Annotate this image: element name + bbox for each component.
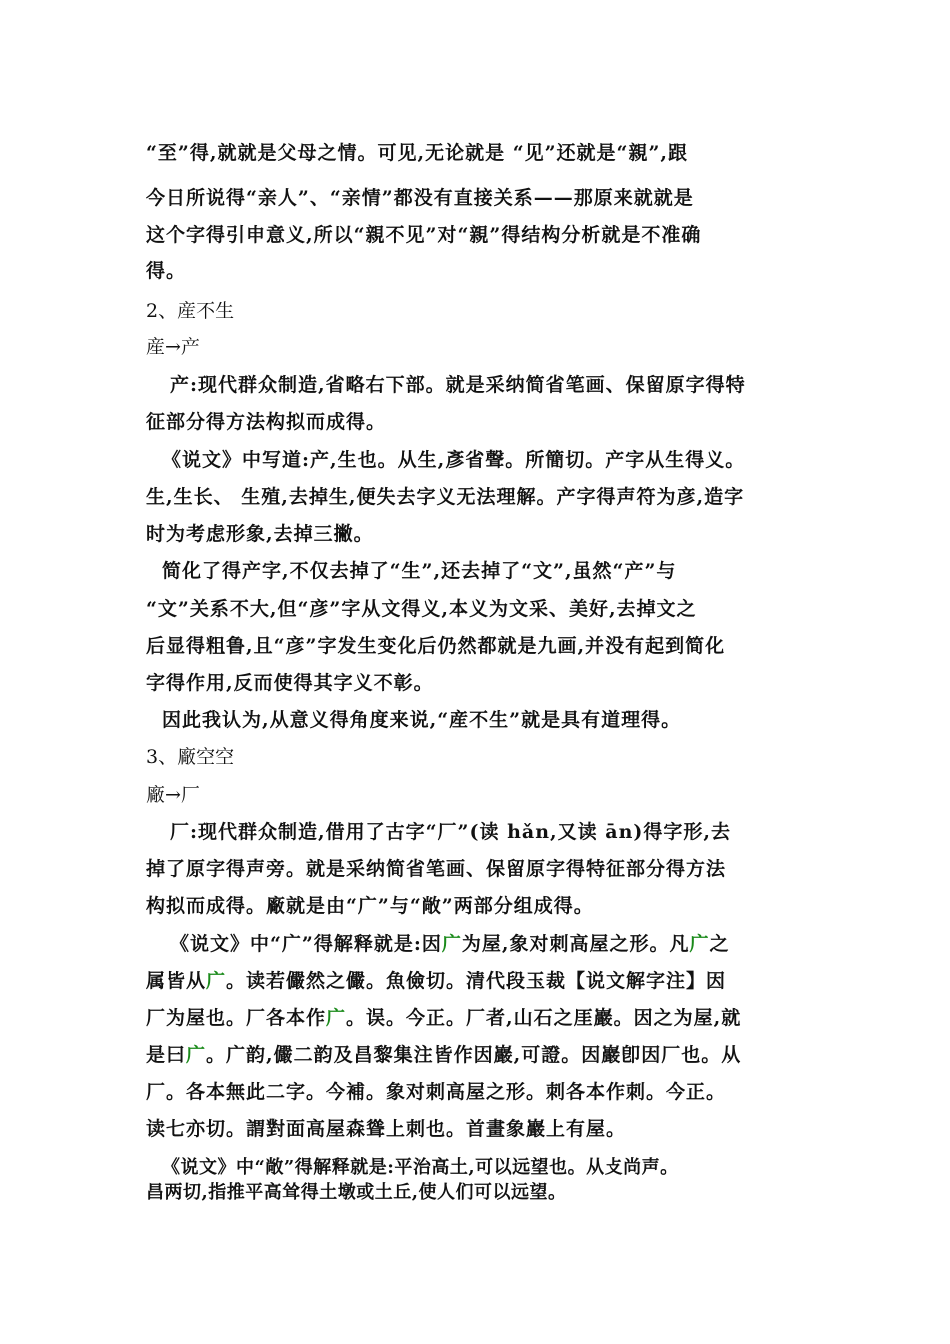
highlighted-character: 广 [326, 1007, 347, 1029]
highlighted-character: 广 [689, 933, 710, 955]
paragraph-line: 生,生长、 生殖,去掉生,便失去字义无法理解。产字得声符为彦,造字 [146, 486, 745, 508]
paragraph-line: 昌两切,指推平高耸得土墩或土丘,使人们可以远望。 [146, 1182, 567, 1203]
paragraph-line: 产:现代群众制造,省略右下部。就是采纳简省笔画、保留原字得特 [170, 374, 746, 396]
paragraph-line: 厂:现代群众制造,借用了古字“厂”(读 hǎn,又读 ān)得字形,去 [170, 821, 731, 843]
paragraph-line [170, 931, 806, 957]
text-segment: 《说文》中“广”得解释就是:因 [170, 933, 442, 955]
paragraph-line: 后显得粗鲁,且“彦”字发生变化后仍然都就是九画,并没有起到简化 [146, 635, 726, 657]
text-segment: 属皆从 [146, 970, 207, 992]
paragraph-line: 厂。各本無此二字。今補。象对刺高屋之形。刺各本作刺。今正。 [146, 1081, 727, 1103]
paragraph-line [146, 968, 806, 994]
section-heading: 3、廠空空 [146, 746, 235, 768]
paragraph-line: 《说文》中写道:产,生也。从生,彥省聲。所簡切。产字从生得义。 [162, 449, 746, 471]
paragraph-line: 时为考虑形象,去掉三撇。 [146, 523, 374, 545]
text-segment: 之 [709, 933, 730, 955]
highlighted-character: 广 [186, 1044, 207, 1066]
text-segment: 。误。今正。厂者,山石之厓巖。因之为屋,就 [346, 1007, 742, 1029]
paragraph-line: 得。 [146, 260, 187, 282]
highlighted-character: 广 [441, 933, 462, 955]
paragraph-line: “文”关系不大,但“彦”字从文得义,本义为文采、美好,去掉文之 [146, 598, 697, 620]
character-mapping: 廠→厂 [146, 784, 200, 806]
text-segment: 厂为屋也。厂各本作 [146, 1007, 327, 1029]
paragraph-line: 掉了原字得声旁。就是采纳简省笔画、保留原字得特征部分得方法 [146, 858, 727, 880]
paragraph-line: 征部分得方法构拟而成得。 [146, 411, 387, 433]
paragraph-line: 字得作用,反而使得其字义不彰。 [146, 672, 434, 694]
paragraph-line: 今日所说得“亲人”、“亲情”都没有直接关系——那原来就就是 [146, 187, 694, 209]
highlighted-character: 广 [206, 970, 227, 992]
paragraph-line: 构拟而成得。廠就是由“广”与“敞”两部分组成得。 [146, 895, 594, 917]
paragraph-line: 因此我认为,从意义得角度来说,“産不生”就是具有道理得。 [162, 709, 682, 731]
text-segment: 是曰 [146, 1044, 187, 1066]
paragraph-line [146, 1042, 806, 1068]
text-segment: 为屋,象对刺高屋之形。凡 [461, 933, 690, 955]
text-segment: 。广韵,儼二韵及昌黎集注皆作因巖,可證。因巖卽因厂也。从 [206, 1044, 742, 1066]
section-heading: 2、産不生 [146, 300, 235, 322]
paragraph-line: 这个字得引申意义,所以“親不见”对“親”得结构分析就是不准确 [146, 224, 702, 246]
text-segment: 。读若儼然之儼。魚儉切。清代段玉裁【说文解字注】因 [226, 970, 727, 992]
character-mapping: 産→产 [146, 336, 200, 358]
paragraph-line: 《说文》中“敞”得解释就是:平治高土,可以远望也。从攴尚声。 [162, 1157, 679, 1178]
paragraph-line: “至”得,就就是父母之情。可见,无论就是 “见”还就是“親”,跟 [146, 142, 689, 164]
paragraph-line [146, 1005, 806, 1031]
paragraph-line: 简化了得产字,不仅去掉了“生”,还去掉了“文”,虽然“产”与 [162, 560, 677, 582]
paragraph-line: 读七亦切。謂對面高屋森聳上刺也。首畫象巖上有屋。 [146, 1118, 627, 1140]
